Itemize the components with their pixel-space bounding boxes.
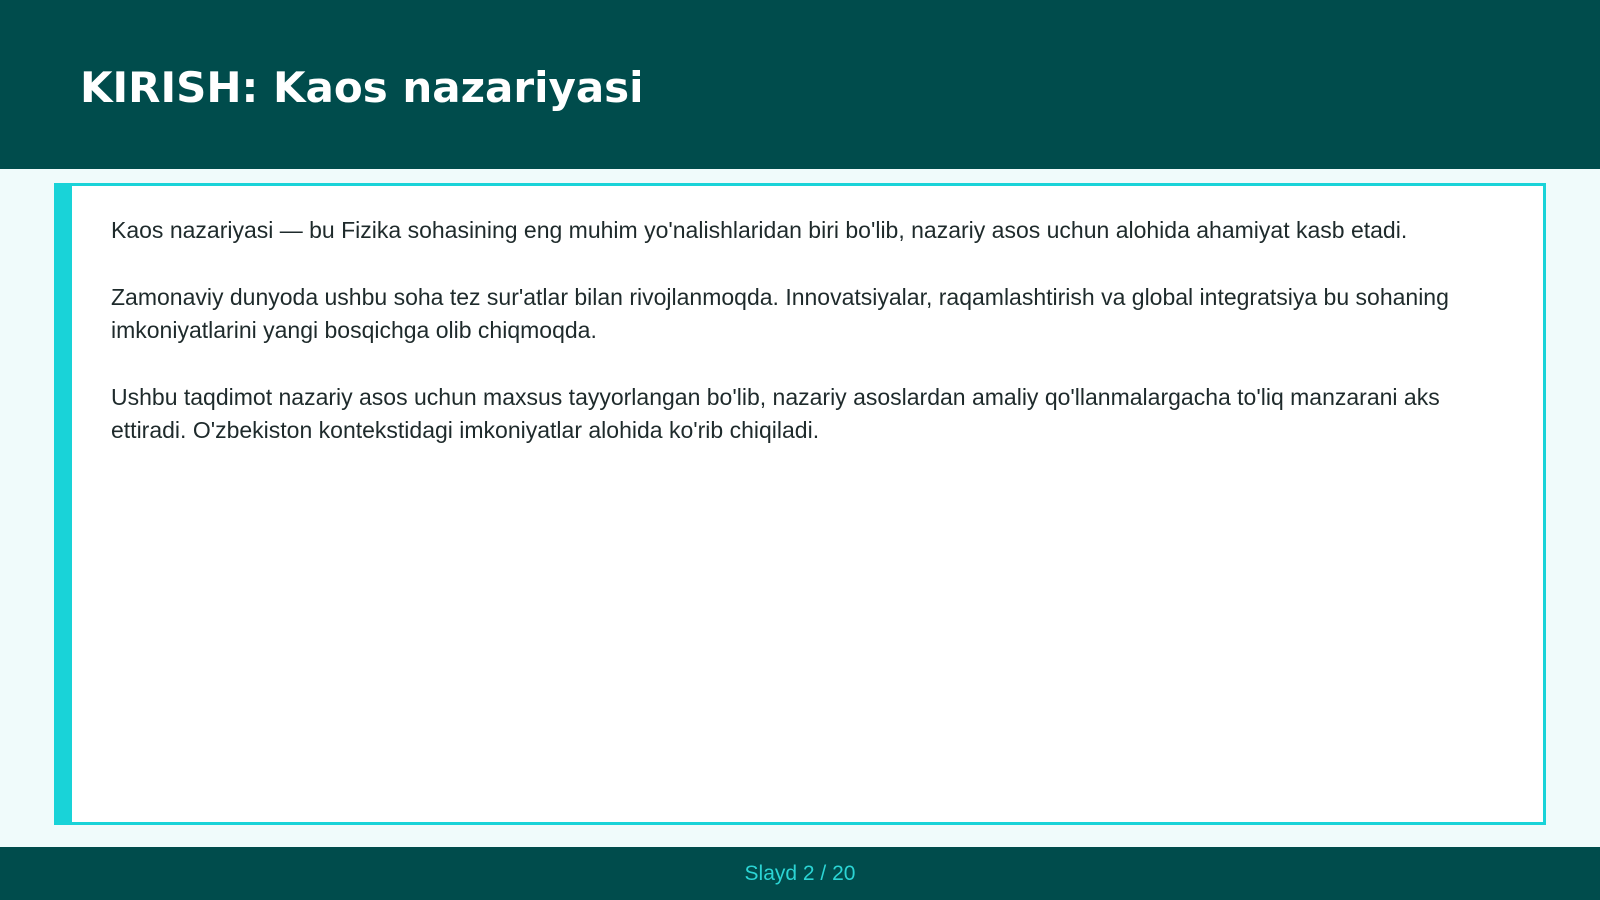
- content-card: [54, 183, 1546, 825]
- content-text: [111, 214, 1501, 481]
- slide-counter: Slayd 2 / 20: [744, 862, 856, 885]
- slide-header: [0, 0, 1600, 169]
- modern-development-paragraph: Zamonaviy dunyoda ushbu soha tez sur'atlar bilan rivojlanmoqda. Innovatsiyalar, raqamlashtirish va global integratsiya bu sohaning imkoniyatlarini yangi bosqichga olib chiqmoqda.: [111, 283, 1449, 343]
- intro-paragraph: Kaos nazariyasi — bu Fizika sohasining eng muhim yo'nalishlaridan biri bo'lib, nazariy asos uchun alohida ahamiyat kasb etadi.: [111, 217, 1408, 243]
- slide-footer: [0, 847, 1600, 900]
- presentation-purpose-paragraph: Ushbu taqdimot nazariy asos uchun maxsus tayyorlangan bo'lib, nazariy asoslardan amaliy qo'llanmalargacha to'liq manzarani aks ettiradi. O'zbekiston kontekstidagi imkoniyatlar alohida ko'rib chiqiladi.: [111, 383, 1440, 443]
- slide-title: KIRISH: Kaos nazariyasi: [80, 63, 644, 112]
